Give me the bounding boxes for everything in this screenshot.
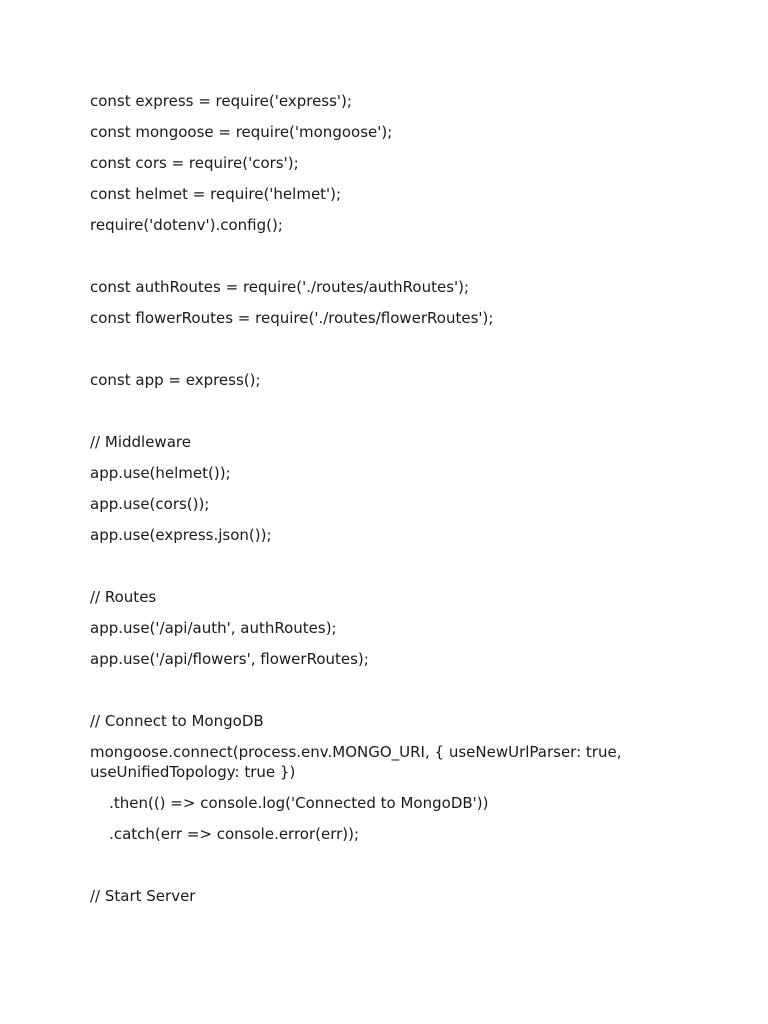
code-line: app.use('/api/auth', authRoutes);: [90, 619, 337, 637]
blank-line: [90, 855, 650, 875]
code-line: .catch(err => console.error(err));: [90, 825, 360, 843]
blank-line: [90, 401, 650, 421]
code-line: const mongoose = require('mongoose');: [90, 123, 393, 141]
code-line: const cors = require('cors');: [90, 154, 299, 172]
code-line: app.use(cors());: [90, 495, 210, 513]
code-line: const express = require('express');: [90, 92, 352, 110]
code-line: app.use('/api/flowers', flowerRoutes);: [90, 650, 369, 668]
code-line: app.use(helmet());: [90, 464, 231, 482]
blank-line: [90, 556, 650, 576]
code-line: .then(() => console.log('Connected to MongoDB')): [90, 794, 489, 812]
code-line: mongoose.connect(process.env.MONGO_URI, { useNewUrlParser: true, useUnifiedTopology: true }): [90, 743, 627, 781]
code-line: const app = express();: [90, 371, 261, 389]
code-comment: // Routes: [90, 588, 157, 606]
code-line: const authRoutes = require('./routes/authRoutes');: [90, 278, 470, 296]
code-listing: [90, 91, 650, 917]
code-comment: // Connect to MongoDB: [90, 712, 264, 730]
blank-line: [90, 339, 650, 359]
code-line: require('dotenv').config();: [90, 216, 283, 234]
code-line: const flowerRoutes = require('./routes/flowerRoutes');: [90, 309, 494, 327]
code-line: const helmet = require('helmet');: [90, 185, 342, 203]
code-line: app.use(express.json());: [90, 526, 272, 544]
code-comment: // Start Server: [90, 887, 196, 905]
code-comment: // Middleware: [90, 433, 191, 451]
blank-line: [90, 246, 650, 266]
blank-line: [90, 680, 650, 700]
